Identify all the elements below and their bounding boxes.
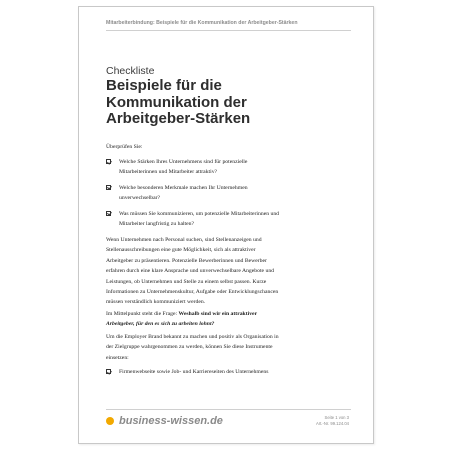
key-question-bold-italic: Arbeitgeber, für den es sich zu arbeiten lohnt? [106,321,215,328]
body-paragraph [106,332,346,363]
paragraph-line: Leistungen, ob Unternehmen und Stelle zu einem selbst passen. Kurze [106,278,267,285]
checklist-item-line: Was müssen Sie kommunizieren, um potenzielle Mitarbeiterinnen und [119,210,280,217]
title-line: Beispiele für die [106,77,222,94]
paragraph-line: Stellenausschreibungen eine gute Möglichkeit, sich als attraktiver [106,247,256,254]
key-question-line [106,309,346,319]
footer-meta [316,415,349,427]
checklist-item [106,183,346,204]
key-question-prefix: Im Mittelpunkt steht die Frage: [106,311,179,317]
running-header: Mitarbeiterbindung: Beispiele für die Kommunikation der Arbeitgeber-Stärken [106,20,298,26]
key-question-bold: Weshalb sind wir ein attraktiver [178,311,258,317]
checklist [106,367,346,382]
checklist-item-line: Mitarbeiterinnen und Mitarbeiter attraktiv? [119,169,218,176]
intro-text: Überprüfen Sie: [106,144,143,150]
document-title [106,78,346,128]
checklist [106,157,346,234]
checkbox-icon [106,211,111,216]
footer-divider [106,409,351,410]
document-page [78,6,374,444]
checklist-item-line: Mitarbeiter langfristig zu halten? [119,221,195,228]
checkbox-icon [106,185,111,190]
brand-dot-icon [106,417,114,425]
paragraph-line: Um die Employer Brand bekannt zu machen und positiv als Organisation in [106,334,279,340]
paragraph-line: einsetzen: [106,354,129,361]
checklist-item [106,209,346,230]
key-question-line [106,319,346,329]
checklist-item [106,157,346,178]
body-paragraph [106,235,346,308]
article-number: Art.-Nr. 99.124.04 [315,421,349,426]
key-question [106,309,346,330]
page-number: Seite 1 von 3 [324,415,349,420]
paragraph-line: Informationen zu Unternehmenskultur, Aufgabe oder Entwicklungschancen [106,289,279,296]
paragraph-line: Arbeitgeber zu präsentieren. Potenzielle Bewerberinnen und Bewerber [106,257,267,264]
title-line: Kommunikation der [106,93,247,111]
checkbox-icon [106,159,111,164]
header-divider [106,30,351,31]
checklist-item-line: Welche Stärken Ihres Unternehmens sind für potenzielle [119,159,248,165]
checkbox-icon [106,369,111,374]
brand-name: business-wissen.de [119,415,223,427]
paragraph-line: erfahren durch eine klare Ansprache und unverwechselbare Angebote und [106,268,275,275]
checklist-item-line: Firmenwebseite sowie Job- und Karriereseiten des Unternehmens [119,369,269,375]
checklist-item-line: Welche besonderen Merkmale machen Ihr Unternehmen [119,184,248,191]
checklist-item [106,367,346,377]
paragraph-line: der Zielgruppe wahrgenommen zu werden, können Sie diese Instrumente [106,344,273,351]
paragraph-line: müssen verständlich kommuniziert werden. [106,299,206,306]
title-line: Arbeitgeber-Stärken [106,110,251,127]
document-kicker: Checkliste [106,65,155,77]
brand-logo [106,415,223,427]
checklist-item-line: unverwechselbar? [119,195,161,202]
paragraph-line: Wenn Unternehmen nach Personal suchen, sind Stellenanzeigen und [106,237,262,243]
